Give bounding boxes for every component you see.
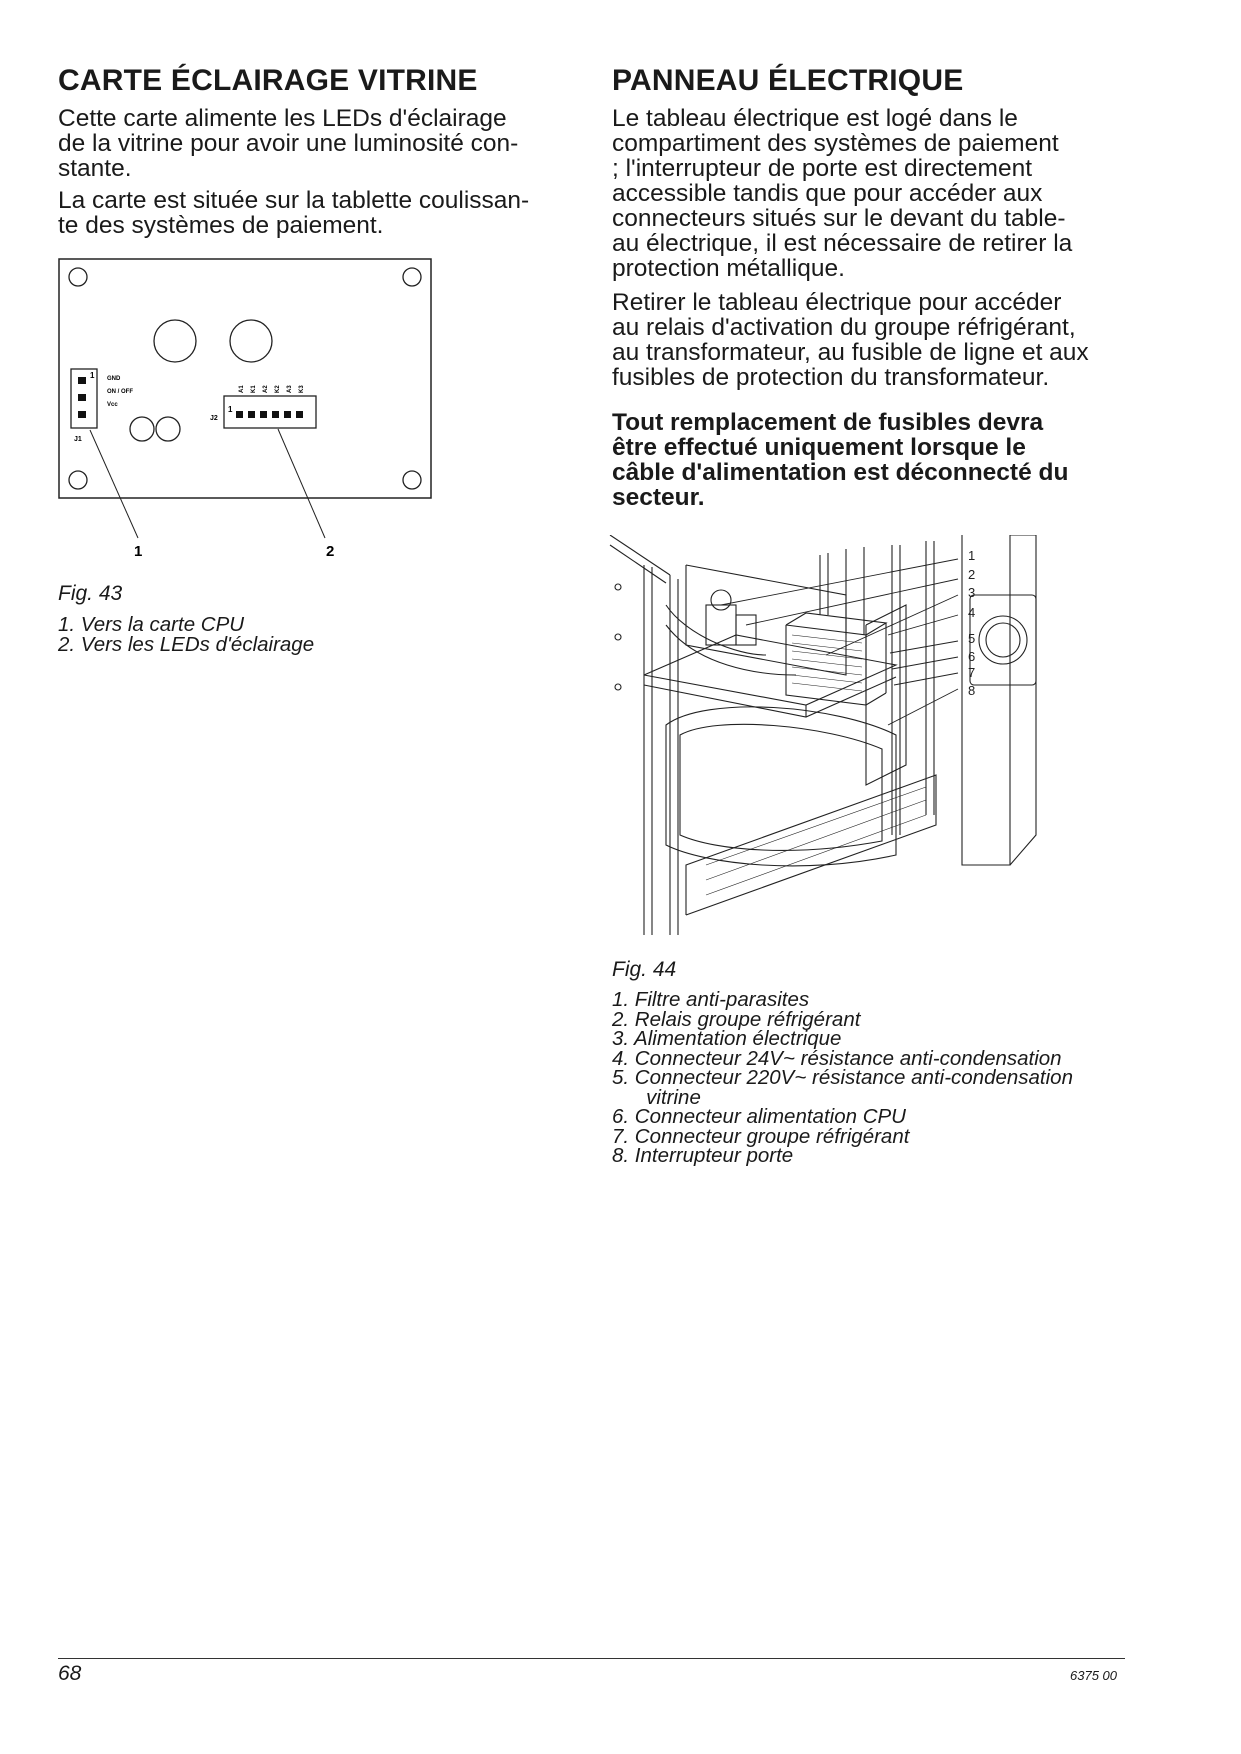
fig43-board-diagram	[50, 255, 440, 565]
j2-pin	[296, 411, 303, 418]
j1-pin	[78, 394, 86, 401]
page-number: 68	[58, 1662, 82, 1685]
j2-pin	[260, 411, 267, 418]
gnd-label: GND	[107, 376, 121, 382]
board-component	[154, 320, 196, 362]
callout-6: 6	[968, 649, 976, 664]
text-line: accessible tandis que pour accéder aux	[612, 180, 1043, 207]
j2-pin-label: A1	[239, 385, 245, 393]
text-line: Le tableau électrique est logé dans le	[612, 105, 1018, 132]
text-line: câble d'alimentation est déconnecté du	[612, 459, 1069, 486]
legend-item: 7. Connecteur groupe réfrigérant	[612, 1124, 910, 1148]
j1-label: J1	[74, 436, 82, 443]
text-line: être effectué uniquement lorsque le	[612, 434, 1026, 461]
onoff-label: ON / OFF	[107, 389, 133, 395]
mounting-hole	[403, 471, 421, 489]
j2-pin-label: A2	[263, 385, 269, 393]
j2-label: J2	[210, 415, 218, 422]
leader-line	[278, 429, 325, 538]
leader-line	[888, 689, 958, 725]
j2-pin	[284, 411, 291, 418]
j2-pin-label: A3	[287, 385, 293, 393]
legend-item: 8. Interrupteur porte	[612, 1144, 794, 1167]
text-line: secteur.	[612, 484, 705, 511]
legend-item: vitrine	[612, 1085, 701, 1109]
legend-item: 3. Alimentation électrique	[612, 1027, 842, 1050]
leader-line	[888, 615, 958, 635]
callout-5: 5	[968, 631, 976, 646]
text-line: Tout remplacement de fusibles devra	[612, 409, 1044, 436]
leader-line	[892, 657, 958, 669]
text-line: Retirer le tableau électrique pour accéder	[612, 289, 1062, 316]
section-title-panneau-electrique: PANNEAU ÉLECTRIQUE	[612, 64, 964, 97]
j2-pin-label: K1	[251, 385, 257, 393]
mounting-hole	[403, 268, 421, 286]
leader-line	[90, 430, 138, 538]
intro-paragraph	[58, 106, 518, 181]
text-line: de la vitrine pour avoir une luminosité con-	[58, 130, 519, 157]
callout-8: 8	[968, 683, 976, 698]
leader-line	[721, 559, 958, 605]
j2-pin-label: K2	[275, 385, 281, 393]
legend-item: 5. Connecteur 220V~ résistance anti-condensation	[612, 1066, 1073, 1089]
callout-3: 3	[968, 585, 976, 600]
mounting-hole	[69, 471, 87, 489]
j2-pin	[272, 411, 279, 418]
board-component	[156, 417, 180, 441]
text-line: te des systèmes de paiement.	[58, 212, 384, 239]
text-line: fusibles de protection du transformateur.	[612, 364, 1050, 391]
text-line: au électrique, il est nécessaire de retirer la	[612, 230, 1073, 257]
document-code: 6375 00	[1070, 1668, 1117, 1683]
section-title-carte-eclairage: CARTE ÉCLAIRAGE VITRINE	[58, 64, 478, 97]
location-paragraph	[58, 188, 529, 238]
fig43-caption: Fig. 43	[58, 582, 123, 605]
board-component	[130, 417, 154, 441]
legend-item: 6. Connecteur alimentation CPU	[612, 1105, 906, 1128]
vcc-label: Vcc	[107, 402, 118, 408]
j1-pin1-label: 1	[90, 371, 95, 380]
j2-pin	[248, 411, 255, 418]
fig44-electrical-panel-illustration	[606, 535, 1102, 945]
text-line: ; l'interrupteur de porte est directement	[612, 155, 1033, 182]
legend-item: 1. Filtre anti-parasites	[612, 988, 810, 1011]
text-line: au transformateur, au fusible de ligne et aux	[612, 339, 1089, 366]
callout-1: 1	[968, 548, 976, 563]
j1-pin	[78, 411, 86, 418]
text-line: compartiment des systèmes de paiement	[612, 130, 1059, 157]
callout-2: 2	[968, 567, 976, 582]
j2-pin-label: K3	[299, 385, 305, 393]
j2-pin1-label: 1	[228, 405, 233, 414]
callout-2: 2	[326, 543, 335, 560]
panel-paragraph	[612, 106, 1072, 281]
legend-item: 4. Connecteur 24V~ résistance anti-condensation	[612, 1046, 1062, 1070]
j1-pin	[78, 377, 86, 384]
callout-7: 7	[968, 665, 976, 680]
callout-1: 1	[134, 543, 143, 560]
fig44-legend	[612, 990, 1073, 1166]
text-line: au relais d'activation du groupe réfrigérant,	[612, 314, 1076, 341]
text-line: stante.	[58, 155, 132, 182]
legend-item: 2. Relais groupe réfrigérant	[612, 1007, 861, 1031]
board-component	[230, 320, 272, 362]
callout-4: 4	[968, 605, 976, 620]
warning-paragraph	[612, 410, 1068, 510]
text-line: Cette carte alimente les LEDs d'éclairage	[58, 105, 507, 132]
text-line: connecteurs situés sur le devant du table-	[612, 205, 1066, 232]
fig43-legend	[58, 615, 314, 654]
text-line: La carte est située sur la tablette coulissan-	[58, 187, 530, 214]
fig44-caption: Fig. 44	[612, 958, 677, 981]
legend-item: 1. Vers la carte CPU	[58, 613, 245, 636]
footer-rule	[58, 1658, 1125, 1659]
text-line: protection métallique.	[612, 255, 845, 282]
mounting-hole	[69, 268, 87, 286]
removal-paragraph	[612, 290, 1089, 390]
j2-pin	[236, 411, 243, 418]
legend-item: 2. Vers les LEDs d'éclairage	[58, 632, 315, 656]
